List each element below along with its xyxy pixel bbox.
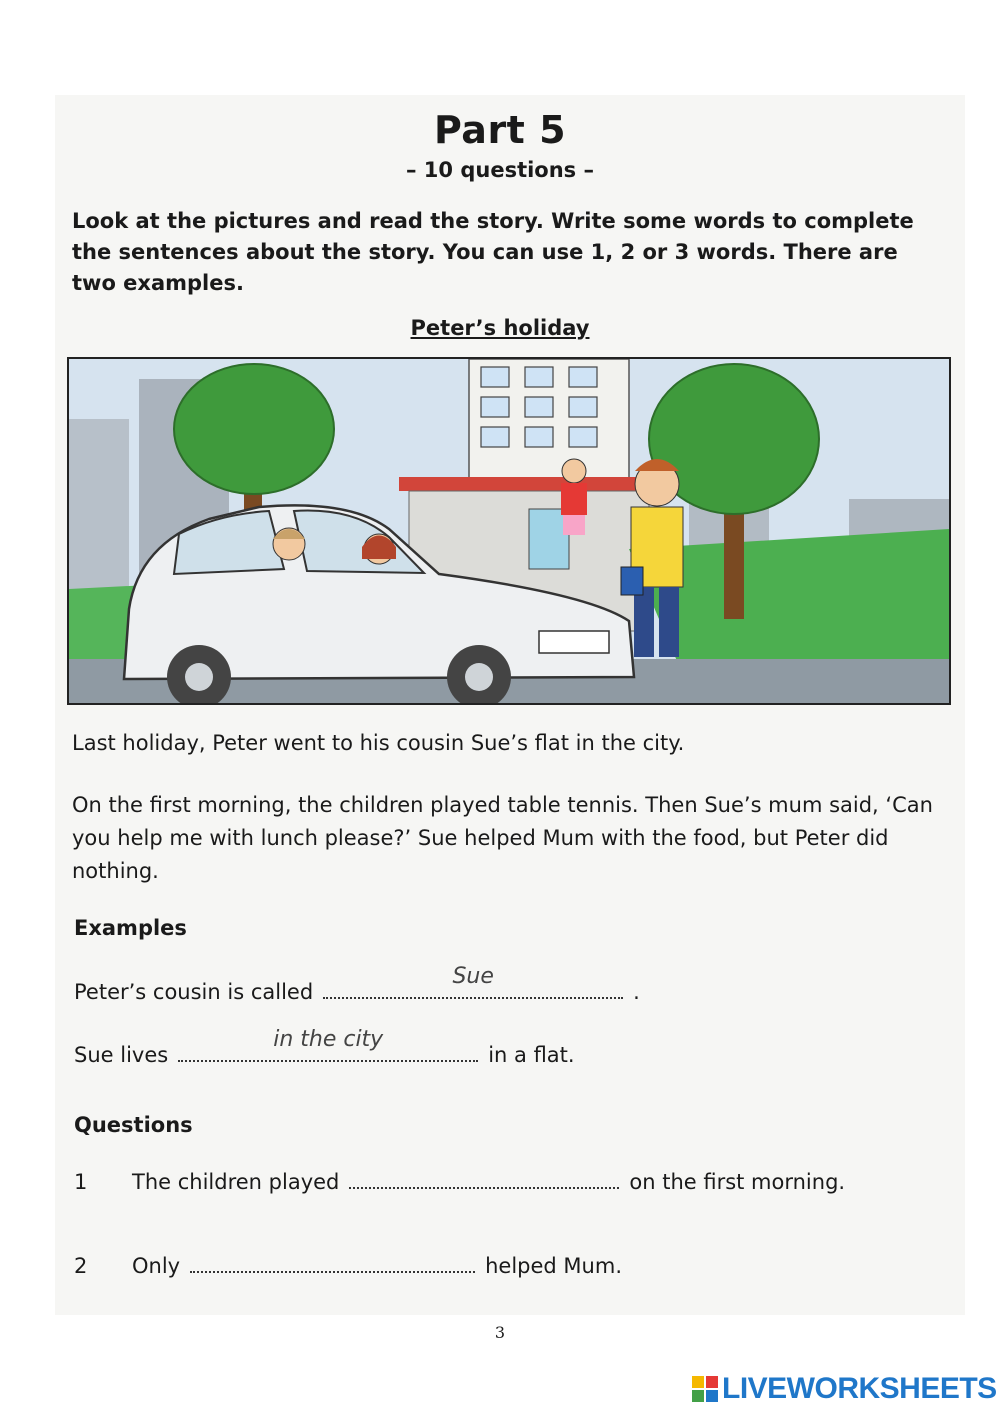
car-hubcap bbox=[185, 663, 213, 691]
question-1-answer-field[interactable] bbox=[349, 1167, 619, 1189]
boy-leg bbox=[634, 587, 654, 657]
building-awning bbox=[399, 477, 639, 491]
example-text: Sue lives bbox=[74, 1043, 169, 1067]
story-paragraph-2: On the first morning, the children played table tennis. Then Sue’s mum said, ‘Can you help me with lunch please?’ Sue helped Mum with the food, but Peter did nothing. bbox=[72, 793, 933, 883]
question-text: Only bbox=[132, 1254, 181, 1278]
question-text: The children played bbox=[132, 1170, 340, 1194]
car-hubcap bbox=[465, 663, 493, 691]
question-row bbox=[74, 1167, 845, 1194]
tree-left bbox=[174, 364, 334, 494]
examples-heading: Examples bbox=[74, 916, 187, 940]
liveworksheets-brand[interactable] bbox=[692, 1372, 997, 1406]
example-text-end: in a flat. bbox=[488, 1043, 575, 1067]
example-text: Peter’s cousin is called bbox=[74, 980, 314, 1004]
example-answer: Sue bbox=[452, 964, 494, 989]
page-title: Part 5 bbox=[433, 108, 567, 152]
example-text-end: . bbox=[633, 980, 640, 1004]
question-number: 1 bbox=[74, 1170, 88, 1194]
girl-head bbox=[562, 459, 586, 483]
illustration-svg bbox=[69, 359, 949, 703]
example-answer-line bbox=[178, 1027, 478, 1062]
boy-bag bbox=[621, 567, 643, 595]
example-answer-line bbox=[323, 964, 623, 999]
girl-skirt bbox=[563, 515, 585, 535]
question-text-end: helped Mum. bbox=[485, 1254, 622, 1278]
girl-shirt bbox=[561, 483, 587, 515]
boy-leg bbox=[659, 587, 679, 657]
car-number-plate bbox=[539, 631, 609, 653]
example-answer: in the city bbox=[273, 1027, 384, 1052]
question-text-end: on the first morning. bbox=[629, 1170, 846, 1194]
liveworksheets-text: LIVEWORKSHEETS bbox=[722, 1372, 997, 1405]
question-2-answer-field[interactable] bbox=[190, 1251, 475, 1273]
story-paragraph-1: Last holiday, Peter went to his cousin Sue’s flat in the city. bbox=[72, 731, 685, 755]
liveworksheets-logo-icon bbox=[692, 1376, 718, 1402]
questions-heading: Questions bbox=[74, 1113, 193, 1137]
example-row bbox=[74, 1027, 575, 1067]
page-number: 3 bbox=[494, 1323, 506, 1342]
instructions: Look at the pictures and read the story. Write some words to complete the sentences about the story. You can use 1, 2 or 3 words. There are two examples. bbox=[72, 209, 914, 295]
question-row bbox=[74, 1251, 622, 1278]
question-number: 2 bbox=[74, 1254, 88, 1278]
story-illustration bbox=[67, 357, 951, 705]
building-windows bbox=[481, 367, 597, 447]
page-subtitle: – 10 questions – bbox=[406, 158, 594, 182]
story-title: Peter’s holiday bbox=[410, 316, 590, 340]
example-row bbox=[74, 964, 640, 1004]
